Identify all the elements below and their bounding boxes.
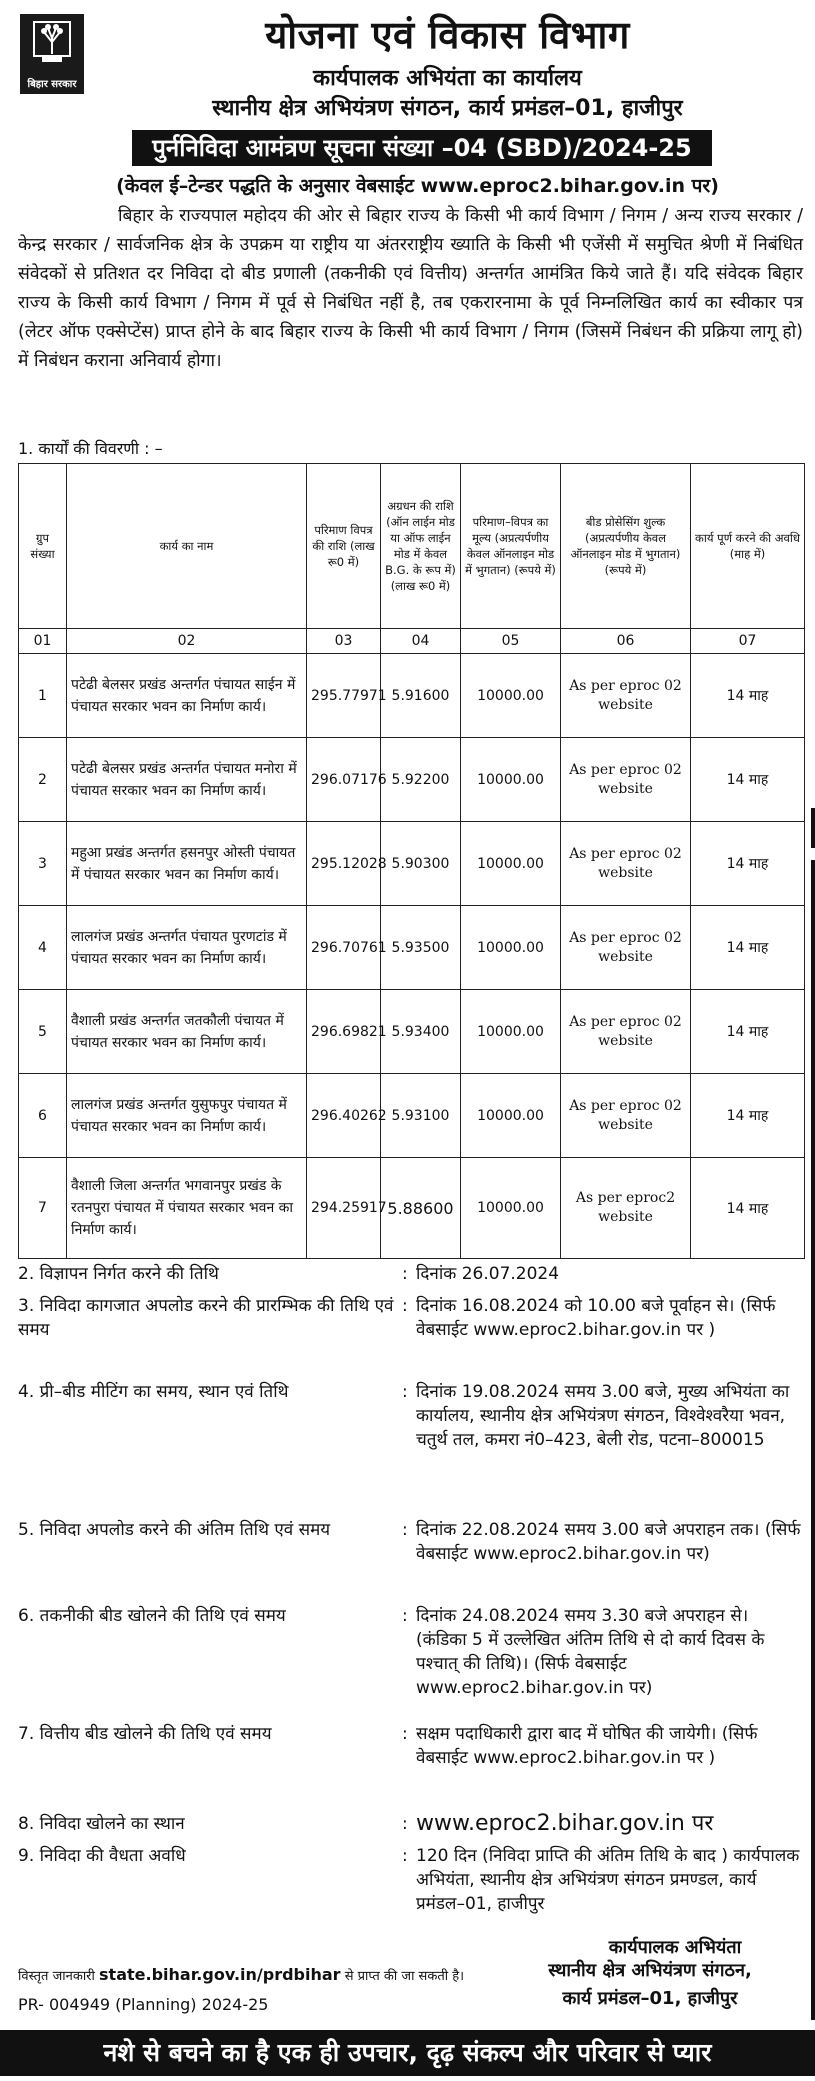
schedule-separator: : (402, 1814, 408, 1834)
schedule-separator: : (402, 1382, 408, 1402)
bodhi-tree-icon (32, 20, 72, 66)
cell-completion-period: 14 माह (691, 822, 805, 906)
table-row (19, 1158, 805, 1259)
cell-boq-cost: 10000.00 (461, 654, 561, 738)
cell-completion-period: 14 माह (691, 738, 805, 822)
cell-group-no: 6 (19, 1074, 67, 1158)
schedule-label: 2. विज्ञापन निर्गत करने की तिथि (18, 1264, 219, 1284)
cell-boq-amount: 295.77971 (307, 654, 381, 738)
intro-paragraph (18, 202, 803, 376)
cell-work-name: पटेढी बेलसर प्रखंड अन्तर्गत पंचायत मनोरा में पंचायत सरकार भवन का निर्माण कार्य। (67, 738, 307, 822)
schedule-separator: : (402, 1296, 408, 1316)
table-row (19, 654, 805, 738)
schedule-value: सक्षम पदाधिकारी द्वारा बाद में घोषित की जायेगी। (सिर्फ वेबसाईट www.eproc2.bihar.gov.in पर ) (416, 1724, 758, 1768)
cell-boq-amount: 296.07176 (307, 738, 381, 822)
schedule-label: 9. निविदा की वैधता अवधि (18, 1846, 186, 1866)
schedule-value: दिनांक 16.08.2024 को 10.00 बजे पूर्वाहन से। (सिर्फ वेबसाईट www.eproc2.bihar.gov.in पर ) (416, 1296, 776, 1340)
pr-number: PR- 004949 (Planning) 2024-25 (18, 1995, 269, 2014)
col-number: 05 (461, 629, 561, 654)
cell-boq-cost: 10000.00 (461, 738, 561, 822)
table-row (19, 822, 805, 906)
table-header-row (19, 464, 805, 629)
intro-text: बिहार के राज्यपाल महोदय की ओर से बिहार राज्य के किसी भी कार्य विभाग / निगम / अन्य राज्य सरकार / केन्द्र सरकार / सार्वजनिक क्षेत्र के उपक्रम या राष्ट्रीय या अंतरराष्ट्रीय ख्याति के किसी भी एजेंसी में समुचित श्रेणी में निबंधित संवेदकों से प्रतिशत दर निविदा दो बीड प्रणाली (तकनीकी एवं वित्तीय) अन्तर्गत आमंत्रित किये जाते हैं। यदि संवेदक बिहार राज्य के किसी कार्य विभाग / निगम में पूर्व से निबंधित नहीं है, तब एकरारनामा के पूर्व निम्नलिखित कार्य का स्वीकार पत्र (लेटर ऑफ एक्सेप्टेंस) प्राप्त होने के बाद बिहार राज्य के किसी भी कार्य विभाग / निगम (जिसमें निबंधन की प्रक्रिया लागू हो) में निबंधन कराना अनिवार्य होगा। (18, 206, 803, 371)
schedule-value: 120 दिन (निविदा प्राप्ति की अंतिम तिथि के बाद ) कार्यपालक अभियंता, स्थानीय क्षेत्र अभियंत्रण संगठन प्रमण्डल, कार्य प्रमंडल–01, हाजीपुर (416, 1846, 800, 1914)
bihar-emblem-logo (20, 14, 84, 94)
col-number: 01 (19, 629, 67, 654)
signatory-title: कार्यपालक अभियंता (608, 1937, 742, 1958)
cell-boq-cost: 10000.00 (461, 906, 561, 990)
cell-processing-fee: As per eproc 02 website (561, 906, 691, 990)
header-boq-cost: परिमाण–विपत्र का मूल्य (अप्रत्यर्पणीय केवल ऑनलाइन मोड में भुगतान) (रूपये में) (461, 464, 561, 629)
schedule-value: www.eproc2.bihar.gov.in पर (416, 1811, 714, 1836)
table-row (19, 1074, 805, 1158)
cell-earnest-money: 5.90300 (381, 822, 461, 906)
col-number: 02 (67, 629, 307, 654)
more-info-suffix: से प्राप्त की जा सकती है। (344, 1969, 465, 1984)
schedule-value: दिनांक 26.07.2024 (416, 1264, 560, 1284)
notice-number-banner: पुर्ननिविदा आमंत्रण सूचना संख्या –04 (SBD)/2024-25 (132, 130, 712, 166)
cell-processing-fee: As per eproc 02 website (561, 738, 691, 822)
cell-earnest-money: 5.88600 (381, 1158, 461, 1259)
cell-earnest-money: 5.93500 (381, 906, 461, 990)
cell-processing-fee: As per eproc 02 website (561, 1074, 691, 1158)
cell-group-no: 5 (19, 990, 67, 1074)
cell-completion-period: 14 माह (691, 906, 805, 990)
office-name: कार्यपालक अभियंता का कार्यालय (313, 66, 582, 91)
cell-earnest-money: 5.93100 (381, 1074, 461, 1158)
cell-work-name: लालगंज प्रखंड अन्तर्गत पंचायत पुरणटांड में पंचायत सरकार भवन का निर्माण कार्य। (67, 906, 307, 990)
cell-processing-fee: As per eproc 02 website (561, 990, 691, 1074)
cell-earnest-money: 5.93400 (381, 990, 461, 1074)
cell-work-name: महुआ प्रखंड अन्तर्गत हसनपुर ओस्ती पंचायत में पंचायत सरकार भवन का निर्माण कार्य। (67, 822, 307, 906)
logo-caption: बिहार सरकार (27, 79, 77, 90)
eproc-note: (केवल ई–टेन्डर पद्धति के अनुसार वेबसाईट www.eproc2.bihar.gov.in पर) (116, 175, 719, 197)
cell-boq-amount: 296.69821 (307, 990, 381, 1074)
cell-completion-period: 14 माह (691, 1158, 805, 1259)
cell-boq-amount: 296.40262 (307, 1074, 381, 1158)
schedule-separator: : (402, 1264, 408, 1284)
table-row (19, 906, 805, 990)
header-boq-amount: परिमाण विपत्र की राशि (लाख रू0 में) (307, 464, 381, 629)
schedule-separator: : (402, 1606, 408, 1626)
cell-group-no: 4 (19, 906, 67, 990)
schedule-label: 6. तकनीकी बीड खोलने की तिथि एवं समय (18, 1606, 286, 1626)
cell-boq-amount: 296.70761 (307, 906, 381, 990)
schedule-value: दिनांक 19.08.2024 समय 3.00 बजे, मुख्य अभियंता का कार्यालय, स्थानीय क्षेत्र अभियंत्रण संगठन, विश्वेश्वरैया भवन, चतुर्थ तल, कमरा नं0–423, बेली रोड, पटना–800015 (416, 1382, 790, 1450)
cell-processing-fee: As per eproc 02 website (561, 822, 691, 906)
signatory-organisation: स्थानीय क्षेत्र अभियंत्रण संगठन, (548, 1960, 752, 1981)
cell-group-no: 1 (19, 654, 67, 738)
cell-work-name: लालगंज प्रखंड अन्तर्गत युसुफपुर पंचायत में पंचायत सरकार भवन का निर्माण कार्य। (67, 1074, 307, 1158)
header-group-no: ग्रुप संख्या (19, 464, 67, 629)
cell-work-name: पटेढी बेलसर प्रखंड अन्तर्गत पंचायत साईन में पंचायत सरकार भवन का निर्माण कार्य। (67, 654, 307, 738)
anti-addiction-slogan-banner: नशे से बचने का है एक ही उपचार, दृढ़ संकल्प और परिवार से प्यार (0, 2030, 815, 2076)
cell-boq-cost: 10000.00 (461, 990, 561, 1074)
header-earnest-money: अग्रधन की राशि (ऑन लाईन मोड या ऑफ लाईन मोड में केवल B.G. के रूप में) (लाख रू0 में) (381, 464, 461, 629)
schedule-value: दिनांक 24.08.2024 समय 3.30 बजे अपराहन से। (कंडिका 5 में उल्लेखित अंतिम तिथि से दो कार्य दिवस के पश्चात् की तिथि)। (सिर्फ वेबसाईट www.eproc2.bihar.gov.in पर) (416, 1606, 765, 1698)
schedule-label: 8. निविदा खोलने का स्थान (18, 1814, 185, 1834)
more-info-line (18, 1965, 464, 1984)
header-completion-period: कार्य पूर्ण करने की अवधि (माह में) (691, 464, 805, 629)
schedule-separator: : (402, 1846, 408, 1866)
cell-processing-fee: As per eproc 02 website (561, 654, 691, 738)
schedule-label: 3. निविदा कागजात अपलोड करने की प्रारम्भिक की तिथि एवं समय (18, 1296, 394, 1340)
more-info-website: state.bihar.gov.in/prdbihar (99, 1965, 341, 1984)
department-title: योजना एवं विकास विभाग (265, 13, 630, 57)
cell-work-name: वैशाली जिला अन्तर्गत भगवानपुर प्रखंड के रतनपुरा पंचायत में पंचायत सरकार भवन का निर्माण कार्य। (67, 1158, 307, 1259)
schedule-separator: : (402, 1520, 408, 1540)
schedule-label: 7. वित्तीय बीड खोलने की तिथि एवं समय (18, 1724, 272, 1744)
cell-boq-amount: 295.12028 (307, 822, 381, 906)
cell-boq-amount: 294.25917 (307, 1158, 381, 1259)
header-processing-fee: बीड प्रोसेसिंग शुल्क (अप्रत्यर्पणीय केवल ऑनलाइन मोड में भुगतान) (रूपये में) (561, 464, 691, 629)
organisation-name: स्थानीय क्षेत्र अभियंत्रण संगठन, कार्य प्रमंडल–01, हाजीपुर (212, 96, 683, 121)
cell-completion-period: 14 माह (691, 990, 805, 1074)
signatory-division: कार्य प्रमंडल–01, हाजीपुर (562, 1988, 738, 2009)
col-number: 03 (307, 629, 381, 654)
cell-work-name: वैशाली प्रखंड अन्तर्गत जतकौली पंचायत में पंचायत सरकार भवन का निर्माण कार्य। (67, 990, 307, 1074)
col-number: 04 (381, 629, 461, 654)
cell-group-no: 7 (19, 1158, 67, 1259)
more-info-prefix: विस्तृत जानकारी (18, 1969, 95, 1984)
col-number: 06 (561, 629, 691, 654)
schedule-separator: : (402, 1724, 408, 1744)
cell-earnest-money: 5.92200 (381, 738, 461, 822)
cell-boq-cost: 10000.00 (461, 1074, 561, 1158)
col-number: 07 (691, 629, 805, 654)
works-section-title: 1. कार्यों की विवरणी : – (18, 439, 163, 458)
edge-rule (811, 860, 815, 2020)
header-work-name: कार्य का नाम (67, 464, 307, 629)
schedule-label: 5. निविदा अपलोड करने की अंतिम तिथि एवं समय (18, 1520, 331, 1540)
cell-group-no: 3 (19, 822, 67, 906)
cell-completion-period: 14 माह (691, 1074, 805, 1158)
cell-completion-period: 14 माह (691, 654, 805, 738)
table-row (19, 738, 805, 822)
cell-earnest-money: 5.91600 (381, 654, 461, 738)
cell-boq-cost: 10000.00 (461, 822, 561, 906)
schedule-value: दिनांक 22.08.2024 समय 3.00 बजे अपराहन तक। (सिर्फ वेबसाईट www.eproc2.bihar.gov.in पर) (416, 1520, 801, 1564)
table-row (19, 990, 805, 1074)
schedule-label: 4. प्री–बीड मीटिंग का समय, स्थान एवं तिथि (18, 1382, 289, 1402)
cell-processing-fee: As per eproc2 website (561, 1158, 691, 1259)
cell-boq-cost: 10000.00 (461, 1158, 561, 1259)
column-number-row (19, 629, 805, 654)
edge-rule (811, 808, 815, 848)
works-table (18, 463, 805, 1259)
cell-group-no: 2 (19, 738, 67, 822)
